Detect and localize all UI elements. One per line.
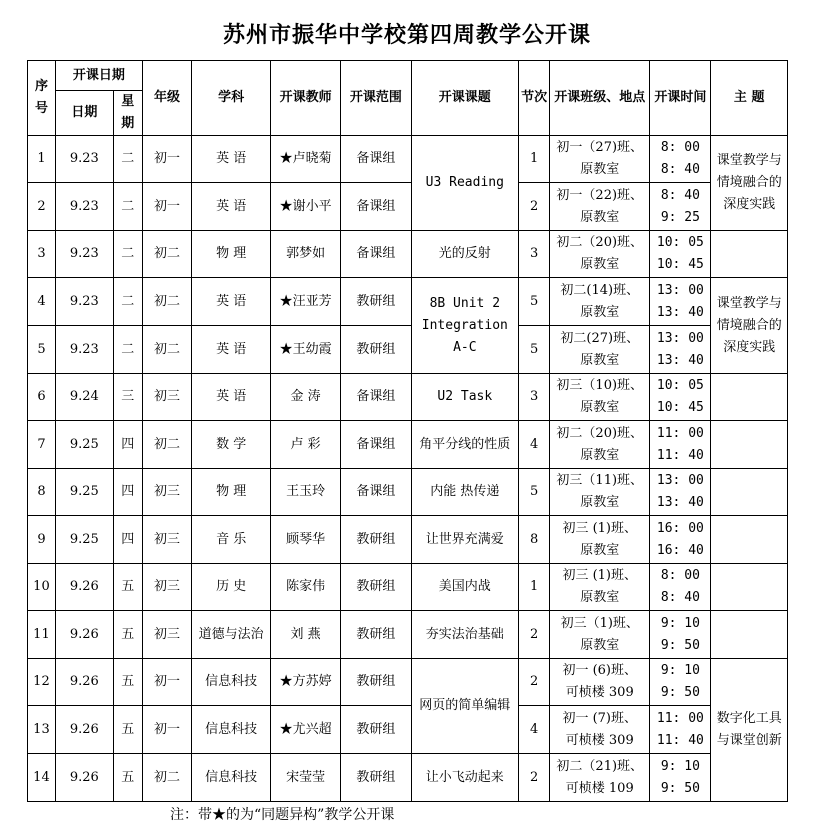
date-cell: 9.23 bbox=[55, 278, 113, 326]
time-cell bbox=[650, 611, 711, 659]
class-location-cell bbox=[550, 659, 650, 706]
topic-cell: 光的反射 bbox=[411, 231, 519, 278]
class-name: 初二（20)班、 bbox=[556, 235, 644, 250]
class-location-cell bbox=[550, 278, 650, 326]
table-row bbox=[28, 469, 788, 516]
scope-cell: 备课组 bbox=[341, 183, 411, 231]
table-row bbox=[28, 564, 788, 611]
class-name: 初一 (7)班、 bbox=[562, 710, 638, 726]
time-cell bbox=[650, 754, 711, 802]
date-cell: 9.26 bbox=[55, 611, 113, 659]
subject-cell: 信息科技 bbox=[192, 659, 271, 706]
header-grade: 年级 bbox=[142, 61, 192, 136]
period-cell: 4 bbox=[519, 421, 550, 469]
weekday-cell: 五 bbox=[113, 659, 142, 706]
grade-cell: 初一 bbox=[142, 706, 192, 754]
time-cell bbox=[650, 326, 711, 374]
time-cell bbox=[650, 183, 711, 231]
seq-cell: 11 bbox=[28, 611, 56, 659]
table-row bbox=[28, 374, 788, 421]
class-name: 初一（22)班、 bbox=[556, 187, 644, 203]
grade-cell: 初一 bbox=[142, 136, 192, 183]
date-cell: 9.26 bbox=[55, 564, 113, 611]
subject-cell: 英 语 bbox=[192, 136, 271, 183]
subject-cell: 信息科技 bbox=[192, 754, 271, 802]
class-name: 初二（21)班、 bbox=[556, 758, 644, 774]
seq-cell: 12 bbox=[28, 659, 56, 706]
table-row bbox=[28, 231, 788, 278]
teacher-cell: 卢 彩 bbox=[270, 421, 340, 469]
page-title: 苏州市振华中学校第四周教学公开课 bbox=[222, 23, 591, 48]
period-cell: 5 bbox=[519, 326, 550, 374]
table-row bbox=[28, 326, 788, 374]
start-time: 10: 05 bbox=[656, 378, 704, 393]
subject-cell: 历 史 bbox=[192, 564, 271, 611]
class-name: 初三（11)班、 bbox=[556, 473, 644, 488]
seq-cell: 8 bbox=[28, 469, 56, 516]
teacher-cell: ★尤兴超 bbox=[270, 706, 340, 754]
seq-cell: 4 bbox=[28, 278, 56, 326]
weekday-cell: 二 bbox=[113, 231, 142, 278]
date-cell: 9.26 bbox=[55, 659, 113, 706]
teacher-cell: 刘 燕 bbox=[270, 611, 340, 659]
topic-cell: 内能 热传递 bbox=[411, 469, 519, 516]
header-teacher: 开课教师 bbox=[270, 61, 340, 136]
date-cell: 9.24 bbox=[55, 374, 113, 421]
time-cell bbox=[650, 659, 711, 706]
time-cell bbox=[650, 136, 711, 183]
date-cell: 9.23 bbox=[55, 231, 113, 278]
period-cell: 3 bbox=[519, 231, 550, 278]
scope-cell: 教研组 bbox=[341, 754, 411, 802]
start-time: 9: 10 bbox=[660, 758, 700, 774]
end-time: 13: 40 bbox=[656, 352, 704, 368]
grade-cell: 初三 bbox=[142, 611, 192, 659]
scope-cell: 教研组 bbox=[341, 326, 411, 374]
topic-cell: U3 Reading bbox=[411, 136, 519, 231]
location: 原教室 bbox=[580, 162, 620, 177]
class-location-cell bbox=[550, 136, 650, 183]
seq-cell: 10 bbox=[28, 564, 56, 611]
grade-cell: 初二 bbox=[142, 231, 192, 278]
table-row bbox=[28, 421, 788, 469]
teacher-cell: 郭梦如 bbox=[270, 231, 340, 278]
grade-cell: 初三 bbox=[142, 374, 192, 421]
subject-cell: 信息科技 bbox=[192, 706, 271, 754]
period-cell: 5 bbox=[519, 469, 550, 516]
scope-cell: 教研组 bbox=[341, 659, 411, 706]
scope-cell: 备课组 bbox=[341, 136, 411, 183]
class-location-cell bbox=[550, 611, 650, 659]
start-time: 11: 00 bbox=[656, 425, 704, 441]
period-cell: 3 bbox=[519, 374, 550, 421]
date-cell: 9.25 bbox=[55, 421, 113, 469]
scope-cell: 教研组 bbox=[341, 611, 411, 659]
time-cell bbox=[650, 469, 711, 516]
weekday-cell: 五 bbox=[113, 754, 142, 802]
theme-cell bbox=[711, 374, 788, 421]
weekday-cell: 二 bbox=[113, 278, 142, 326]
seq-cell: 1 bbox=[28, 136, 56, 183]
end-time: 13: 40 bbox=[656, 495, 704, 510]
start-time: 9: 10 bbox=[660, 615, 700, 631]
date-cell: 9.25 bbox=[55, 469, 113, 516]
location: 原教室 bbox=[580, 495, 620, 510]
location: 可桢楼 109 bbox=[565, 780, 634, 796]
class-name: 初三（10)班、 bbox=[556, 378, 644, 393]
class-location-cell bbox=[550, 706, 650, 754]
topic-cell: 让小飞动起来 bbox=[411, 754, 519, 802]
teacher-cell: 金 涛 bbox=[270, 374, 340, 421]
period-cell: 4 bbox=[519, 706, 550, 754]
class-location-cell bbox=[550, 421, 650, 469]
weekday-cell: 二 bbox=[113, 326, 142, 374]
start-time: 13: 00 bbox=[656, 473, 704, 488]
end-time: 11: 40 bbox=[656, 447, 704, 463]
table-row bbox=[28, 136, 788, 183]
teacher-cell: ★谢小平 bbox=[270, 183, 340, 231]
grade-cell: 初三 bbox=[142, 516, 192, 564]
seq-cell: 13 bbox=[28, 706, 56, 754]
grade-cell: 初二 bbox=[142, 754, 192, 802]
time-cell bbox=[650, 374, 711, 421]
location: 原教室 bbox=[580, 304, 620, 320]
subject-cell: 英 语 bbox=[192, 326, 271, 374]
theme-cell: 课堂教学与情境融合的深度实践 bbox=[711, 136, 788, 231]
header-date: 日期 bbox=[55, 91, 113, 136]
table-row bbox=[28, 659, 788, 706]
header-topic: 开课课题 bbox=[411, 61, 519, 136]
header-period: 节次 bbox=[519, 61, 550, 136]
teacher-cell: ★汪亚芳 bbox=[270, 278, 340, 326]
theme-cell: 数字化工具与课堂创新 bbox=[711, 659, 788, 802]
grade-cell: 初二 bbox=[142, 278, 192, 326]
period-cell: 5 bbox=[519, 278, 550, 326]
table-row bbox=[28, 183, 788, 231]
weekday-cell: 二 bbox=[113, 136, 142, 183]
subject-cell: 英 语 bbox=[192, 278, 271, 326]
weekday-cell: 四 bbox=[113, 469, 142, 516]
scope-cell: 教研组 bbox=[341, 516, 411, 564]
period-cell: 8 bbox=[519, 516, 550, 564]
weekday-cell: 三 bbox=[113, 374, 142, 421]
header-theme: 主 题 bbox=[711, 61, 788, 136]
class-name: 初一 (6)班、 bbox=[562, 663, 638, 678]
grade-cell: 初三 bbox=[142, 564, 192, 611]
subject-cell: 英 语 bbox=[192, 374, 271, 421]
topic-cell: 8B Unit 2 Integration A-C bbox=[411, 278, 519, 374]
theme-cell: 课堂教学与情境融合的深度实践 bbox=[711, 278, 788, 374]
end-time: 13: 40 bbox=[656, 304, 704, 320]
location: 原教室 bbox=[580, 447, 620, 463]
topic-cell: 网页的简单编辑 bbox=[411, 659, 519, 754]
date-cell: 9.23 bbox=[55, 183, 113, 231]
class-name: 初三 (1)班、 bbox=[562, 520, 638, 536]
topic-cell: 角平分线的性质 bbox=[411, 421, 519, 469]
location: 原教室 bbox=[580, 257, 620, 272]
class-name: 初二(14)班、 bbox=[560, 282, 640, 298]
weekday-cell: 二 bbox=[113, 183, 142, 231]
class-location-cell bbox=[550, 183, 650, 231]
class-name: 初三 (1)班、 bbox=[562, 568, 638, 583]
start-time: 8: 00 bbox=[660, 568, 700, 583]
seq-cell: 2 bbox=[28, 183, 56, 231]
class-name: 初三（1)班、 bbox=[560, 615, 639, 631]
scope-cell: 备课组 bbox=[341, 231, 411, 278]
table-row bbox=[28, 278, 788, 326]
header-class-location: 开课班级、地点 bbox=[550, 61, 650, 136]
time-cell bbox=[650, 231, 711, 278]
table-row bbox=[28, 754, 788, 802]
scope-cell: 备课组 bbox=[341, 421, 411, 469]
scope-cell: 教研组 bbox=[341, 278, 411, 326]
subject-cell: 道德与法治 bbox=[192, 611, 271, 659]
end-time: 9: 50 bbox=[660, 780, 700, 796]
subject-cell: 音 乐 bbox=[192, 516, 271, 564]
theme-cell bbox=[711, 469, 788, 516]
weekday-cell: 五 bbox=[113, 706, 142, 754]
grade-cell: 初二 bbox=[142, 326, 192, 374]
class-name: 初二(27)班、 bbox=[560, 330, 640, 346]
class-location-cell bbox=[550, 516, 650, 564]
date-cell: 9.26 bbox=[55, 706, 113, 754]
grade-cell: 初三 bbox=[142, 469, 192, 516]
period-cell: 2 bbox=[519, 659, 550, 706]
theme-cell bbox=[711, 516, 788, 564]
time-cell bbox=[650, 421, 711, 469]
start-time: 13: 00 bbox=[656, 330, 704, 346]
topic-cell: 美国内战 bbox=[411, 564, 519, 611]
date-cell: 9.25 bbox=[55, 516, 113, 564]
location: 原教室 bbox=[580, 542, 620, 558]
header-subject: 学科 bbox=[192, 61, 271, 136]
end-time: 9: 50 bbox=[660, 637, 700, 653]
seq-cell: 6 bbox=[28, 374, 56, 421]
scope-cell: 教研组 bbox=[341, 564, 411, 611]
class-location-cell bbox=[550, 231, 650, 278]
time-cell bbox=[650, 516, 711, 564]
class-location-cell bbox=[550, 326, 650, 374]
weekday-cell: 五 bbox=[113, 564, 142, 611]
period-cell: 2 bbox=[519, 611, 550, 659]
class-location-cell bbox=[550, 469, 650, 516]
start-time: 9: 10 bbox=[660, 663, 700, 678]
seq-cell: 9 bbox=[28, 516, 56, 564]
location: 原教室 bbox=[580, 400, 620, 415]
start-time: 13: 00 bbox=[656, 282, 704, 298]
topic-cell: 夯实法治基础 bbox=[411, 611, 519, 659]
date-cell: 9.23 bbox=[55, 136, 113, 183]
theme-cell bbox=[711, 421, 788, 469]
header-date-group: 开课日期 bbox=[55, 61, 142, 91]
date-cell: 9.23 bbox=[55, 326, 113, 374]
theme-cell bbox=[711, 564, 788, 611]
end-time: 9: 50 bbox=[660, 685, 700, 700]
start-time: 16: 00 bbox=[656, 520, 704, 536]
end-time: 8: 40 bbox=[660, 162, 700, 177]
header-seq: 序号 bbox=[28, 61, 56, 136]
grade-cell: 初一 bbox=[142, 183, 192, 231]
class-location-cell bbox=[550, 754, 650, 802]
topic-cell: U2 Task bbox=[411, 374, 519, 421]
table-row bbox=[28, 611, 788, 659]
table-row bbox=[28, 516, 788, 564]
seq-cell: 5 bbox=[28, 326, 56, 374]
start-time: 8: 00 bbox=[660, 140, 700, 155]
start-time: 11: 00 bbox=[656, 710, 704, 726]
scope-cell: 备课组 bbox=[341, 374, 411, 421]
teacher-cell: ★王幼霞 bbox=[270, 326, 340, 374]
teacher-cell: 王玉玲 bbox=[270, 469, 340, 516]
location: 原教室 bbox=[580, 637, 620, 653]
topic-cell: 让世界充满爱 bbox=[411, 516, 519, 564]
start-time: 8: 40 bbox=[660, 187, 700, 203]
time-cell bbox=[650, 706, 711, 754]
theme-cell bbox=[711, 611, 788, 659]
class-location-cell bbox=[550, 564, 650, 611]
seq-cell: 14 bbox=[28, 754, 56, 802]
teacher-cell: 陈家伟 bbox=[270, 564, 340, 611]
grade-cell: 初一 bbox=[142, 659, 192, 706]
schedule-table bbox=[27, 60, 788, 802]
subject-cell: 数 学 bbox=[192, 421, 271, 469]
end-time: 10: 45 bbox=[656, 257, 704, 272]
weekday-cell: 五 bbox=[113, 611, 142, 659]
time-cell bbox=[650, 564, 711, 611]
seq-cell: 3 bbox=[28, 231, 56, 278]
location: 可桢楼 309 bbox=[565, 732, 634, 748]
location: 原教室 bbox=[580, 590, 620, 605]
class-name: 初一（27)班、 bbox=[556, 140, 644, 155]
weekday-cell: 四 bbox=[113, 421, 142, 469]
period-cell: 1 bbox=[519, 136, 550, 183]
footnote: 注：带★的为“同题异构”教学公开课 bbox=[170, 807, 395, 823]
start-time: 10: 05 bbox=[656, 235, 704, 250]
class-name: 初二（20)班、 bbox=[556, 425, 644, 441]
scope-cell: 备课组 bbox=[341, 469, 411, 516]
end-time: 11: 40 bbox=[656, 732, 704, 748]
date-cell: 9.26 bbox=[55, 754, 113, 802]
table-row bbox=[28, 706, 788, 754]
period-cell: 2 bbox=[519, 754, 550, 802]
theme-cell bbox=[711, 231, 788, 278]
teacher-cell: 顾琴华 bbox=[270, 516, 340, 564]
header-weekday: 星期 bbox=[113, 91, 142, 136]
time-cell bbox=[650, 278, 711, 326]
subject-cell: 物 理 bbox=[192, 231, 271, 278]
end-time: 16: 40 bbox=[656, 542, 704, 558]
weekday-cell: 四 bbox=[113, 516, 142, 564]
teacher-cell: ★方苏婷 bbox=[270, 659, 340, 706]
header-scope: 开课范围 bbox=[341, 61, 411, 136]
teacher-cell: 宋莹莹 bbox=[270, 754, 340, 802]
end-time: 9: 25 bbox=[660, 209, 700, 225]
grade-cell: 初二 bbox=[142, 421, 192, 469]
subject-cell: 英 语 bbox=[192, 183, 271, 231]
end-time: 8: 40 bbox=[660, 590, 700, 605]
teacher-cell: ★卢晓菊 bbox=[270, 136, 340, 183]
seq-cell: 7 bbox=[28, 421, 56, 469]
period-cell: 1 bbox=[519, 564, 550, 611]
location: 原教室 bbox=[580, 209, 620, 225]
scope-cell: 教研组 bbox=[341, 706, 411, 754]
location: 原教室 bbox=[580, 352, 620, 368]
period-cell: 2 bbox=[519, 183, 550, 231]
class-location-cell bbox=[550, 374, 650, 421]
location: 可桢楼 309 bbox=[565, 685, 634, 700]
end-time: 10: 45 bbox=[656, 400, 704, 415]
subject-cell: 物 理 bbox=[192, 469, 271, 516]
header-time: 开课时间 bbox=[650, 61, 711, 136]
